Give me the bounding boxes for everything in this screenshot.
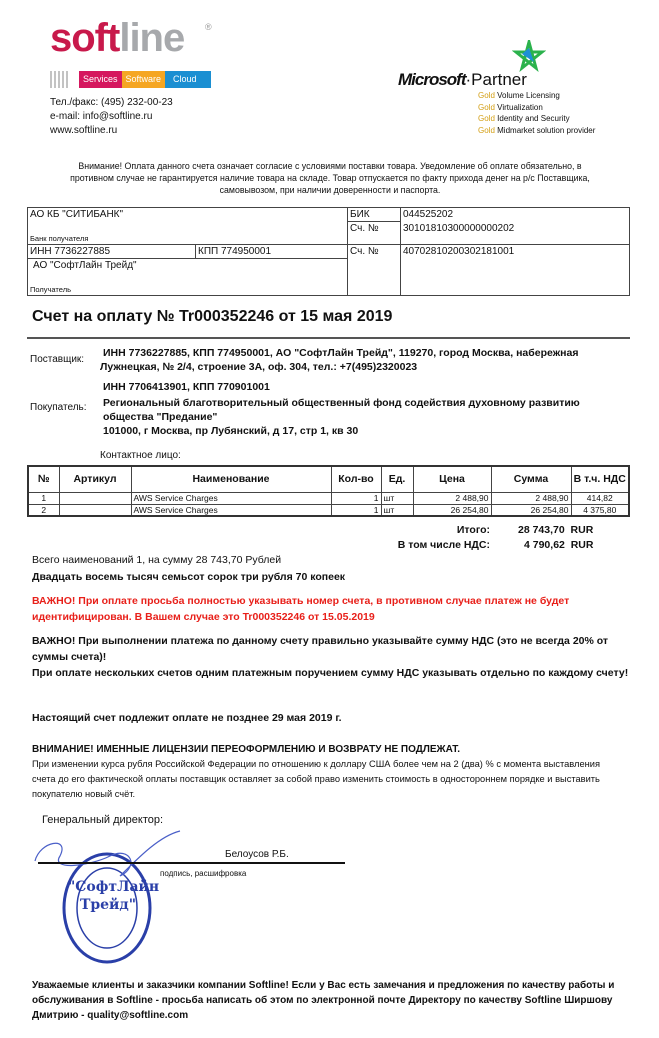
qr-code-icon bbox=[50, 71, 69, 88]
competency: Gold Identity and Security bbox=[478, 114, 570, 123]
account: 40702810200302181001 bbox=[401, 245, 630, 296]
col-vat: В т.ч. НДС bbox=[571, 466, 629, 492]
bik-label: БИК bbox=[348, 208, 401, 222]
cell: 1 bbox=[331, 492, 381, 504]
buyer-details bbox=[103, 380, 623, 438]
divider bbox=[27, 337, 630, 339]
competency: Gold Volume Licensing bbox=[478, 91, 560, 100]
cell: 1 bbox=[28, 492, 59, 504]
payment-notice: Внимание! Оплата данного счета означает согласие с условиями поставки товара. Уведомление об оплате обязательно, в противном случае не гарантируется наличие товара на складе. Товар отпускается по факту прихода денег на р/с Поставщика, самовывозом, при наличии доверенности и паспорта. bbox=[70, 161, 590, 195]
cell: AWS Service Charges bbox=[131, 492, 331, 504]
cell bbox=[59, 492, 131, 504]
phone: Тел./факс: (495) 232-00-23 bbox=[50, 97, 173, 108]
kpp: КПП 774950001 bbox=[196, 245, 348, 259]
cell: 4 375,80 bbox=[571, 504, 629, 516]
cell: 2 488,90 bbox=[413, 492, 491, 504]
total-value: 28 743,70 RUR bbox=[518, 524, 594, 536]
cell: 414,82 bbox=[571, 492, 629, 504]
ms-brand: Microsoft bbox=[398, 70, 466, 89]
total-label: Итого: bbox=[456, 524, 490, 536]
supplier-line: ИНН 7736227885, КПП 774950001, АО "СофтЛайн Трейд", 119270, город Москва, набережная bbox=[103, 347, 579, 359]
vat-value: 4 790,62 RUR bbox=[524, 539, 594, 551]
col-number: № bbox=[28, 466, 59, 492]
signature-role: Генеральный директор: bbox=[42, 814, 164, 826]
cell: AWS Service Charges bbox=[131, 504, 331, 516]
logo-soft: soft bbox=[50, 16, 120, 60]
cell: 26 254,80 bbox=[491, 504, 571, 516]
important-vat: ВАЖНО! При выполнении платежа по данному счету правильно указывайте сумму НДС (это не всегда 20% от суммы счета)! bbox=[32, 635, 609, 663]
cell: 2 488,90 bbox=[491, 492, 571, 504]
email: e-mail: info@softline.ru bbox=[50, 111, 153, 122]
logo-line: line bbox=[119, 16, 185, 60]
col-name: Наименование bbox=[131, 466, 331, 492]
exchange-rate-notice: При изменении курса рубля Российской Федерации по отношению к доллару США более чем на 2 (два) % с момента выставления счета до его фактической оплаты поставщик оставляет за собой право изменить стоимость в одностороннем порядке и выставить покупателю новый счёт. bbox=[32, 759, 600, 799]
corr-account-label: Сч. № bbox=[348, 222, 401, 245]
competencies bbox=[478, 90, 595, 136]
col-sum: Сумма bbox=[491, 466, 571, 492]
stamp-text: "СофтЛайн Трейд" bbox=[68, 879, 160, 913]
inn: ИНН 7736227885 bbox=[28, 245, 196, 259]
bik-value: 044525202 bbox=[401, 208, 630, 222]
account-label: Сч. № bbox=[348, 245, 401, 296]
registered-mark: ® bbox=[205, 22, 212, 32]
tag-cloud: Cloud bbox=[165, 71, 211, 88]
important-multiple-invoices: При оплате нескольких счетов одним платежным поручением сумму НДС указывать отдельно по каждому счету! bbox=[32, 667, 629, 679]
competency: Gold Virtualization bbox=[478, 102, 543, 112]
director-name: Белоусов Р.Б. bbox=[225, 849, 289, 860]
tag-services: Services bbox=[79, 71, 122, 88]
important-invoice-number: ВАЖНО! При оплате просьба полностью указывать номер счета, в противном случае платеж не будет идентифицирован. В Вашем случае это Tr000352246 от 15.05.2019 bbox=[32, 595, 570, 623]
recipient-label: Получатель bbox=[30, 285, 71, 294]
amount-in-words: Двадцать восемь тысяч семьсот сорок три рубля 70 копеек bbox=[32, 571, 346, 583]
buyer-line: 101000, г Москва, пр Лубянский, д 17, стр 1, кв 30 bbox=[103, 425, 359, 437]
cell: шт bbox=[381, 504, 413, 516]
vat-label: В том числе НДС: bbox=[397, 539, 490, 551]
tag-software: Software bbox=[122, 71, 166, 88]
cell: 26 254,80 bbox=[413, 504, 491, 516]
bank-label: Банк получателя bbox=[30, 234, 89, 243]
signature-caption: подпись, расшифровка bbox=[160, 869, 247, 878]
buyer-line: ИНН 7706413901, КПП 770901001 bbox=[103, 381, 270, 393]
contact-person-label: Контактное лицо: bbox=[100, 450, 181, 461]
supplier-line: Лужнецкая, № 2/4, строение 3А, оф. 304, тел.: +7(495)2320023 bbox=[100, 361, 418, 373]
due-date: Настоящий счет подлежит оплате не позднее 29 мая 2019 г. bbox=[32, 712, 342, 724]
cell bbox=[59, 504, 131, 516]
softline-logo bbox=[50, 14, 184, 62]
website: www.softline.ru bbox=[50, 125, 118, 136]
buyer-label: Покупатель: bbox=[30, 402, 87, 413]
quality-feedback-footer: Уважаемые клиенты и заказчики компании Softline! Если у Вас есть замечания и предложения по качеству работы и обслуживания в Softline - просьба написать об этом по электронной почте Директору по качеству Softline Ширшову Дмитрию - quality@softline.com bbox=[32, 980, 615, 1021]
items-summary: Всего наименований 1, на сумму 28 743,70 Рублей bbox=[32, 554, 282, 566]
bank-details-table bbox=[27, 207, 630, 296]
col-article: Артикул bbox=[59, 466, 131, 492]
ms-partner: Partner bbox=[471, 70, 527, 89]
table-header bbox=[28, 466, 629, 492]
competency: Gold Midmarket solution provider bbox=[478, 125, 596, 135]
col-price: Цена bbox=[413, 466, 491, 492]
table-row bbox=[28, 492, 629, 504]
col-unit: Ед. bbox=[381, 466, 413, 492]
service-tags bbox=[79, 71, 211, 88]
recipient: АО "СофтЛайн Трейд" bbox=[33, 260, 137, 271]
licenses-warning: ВНИМАНИЕ! ИМЕННЫЕ ЛИЦЕНЗИИ ПЕРЕОФОРМЛЕНИЮ И ВОЗВРАТУ НЕ ПОДЛЕЖАТ. bbox=[32, 744, 461, 755]
supplier-label: Поставщик: bbox=[30, 354, 85, 365]
invoice-title: Счет на оплату № Tr000352246 от 15 мая 2019 bbox=[32, 308, 393, 325]
cell: шт bbox=[381, 492, 413, 504]
microsoft-partner-logo: Microsoft·Partner bbox=[398, 70, 527, 89]
microsoft-partner-star-icon bbox=[512, 40, 546, 72]
col-qty: Кол-во bbox=[331, 466, 381, 492]
buyer-line: Региональный благотворительный общественный фонд содействия духовному развитию общества "Предание" bbox=[103, 397, 580, 423]
cell: 2 bbox=[28, 504, 59, 516]
corr-account: 30101810300000000202 bbox=[401, 222, 630, 245]
bank-name: АО КБ "СИТИБАНК" bbox=[30, 209, 124, 220]
contacts bbox=[50, 96, 173, 138]
table-row bbox=[28, 504, 629, 516]
items-table bbox=[27, 465, 630, 517]
supplier-details bbox=[100, 346, 623, 374]
cell: 1 bbox=[331, 504, 381, 516]
